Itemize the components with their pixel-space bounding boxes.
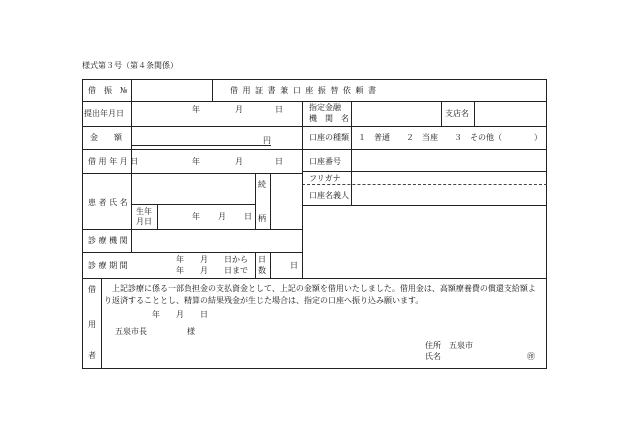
furigana-label: フリガナ xyxy=(309,174,341,183)
loan-day-label: 日 xyxy=(275,157,283,166)
account-holder-field[interactable] xyxy=(352,185,546,204)
form-title: 借 用 証 書 兼 口 座 振 替 依 頼 書 xyxy=(230,86,377,95)
address-label: 住所 五泉市 xyxy=(425,341,473,350)
borrower-side-3: 者 xyxy=(88,351,96,360)
clinic-label: 診 療 機 関 xyxy=(88,236,128,245)
borrower-date[interactable]: 年 月 日 xyxy=(152,310,208,319)
branch-name-field[interactable] xyxy=(475,102,546,125)
loan-year-label: 年 xyxy=(192,157,200,166)
account-type-label: 口座の種類 xyxy=(309,133,349,142)
birth-label: 生年 xyxy=(136,207,152,216)
loan-date-label: 借 用 年 月 日 xyxy=(88,157,139,166)
period-to: 年 月 日まで xyxy=(176,266,248,275)
declaration-line-1: 上記診療に係る一部負担金の支払資金として、上記の金額を借用いたしました。借用金は、高額療養費の償還支給額よ xyxy=(112,284,536,293)
rule xyxy=(302,205,547,206)
relation-field[interactable] xyxy=(271,174,301,228)
loan-no-field[interactable] xyxy=(132,80,211,100)
period-from: 年 月 日から xyxy=(176,255,248,264)
borrower-name-field[interactable] xyxy=(450,350,525,362)
account-no-label: 口座番号 xyxy=(309,157,341,166)
relation-label: 続 xyxy=(258,180,266,189)
patient-name-label: 患 者 氏 名 xyxy=(88,198,128,207)
birth-date-field[interactable] xyxy=(158,205,254,228)
rule xyxy=(82,278,547,279)
days-label-2: 数 xyxy=(258,266,266,275)
rule xyxy=(212,79,213,101)
clinic-field[interactable] xyxy=(132,230,301,251)
account-no-field[interactable] xyxy=(352,150,546,170)
addressee: 五泉市長 様 xyxy=(115,327,195,336)
birth-label-2: 月日 xyxy=(136,217,152,226)
bank-name-field[interactable] xyxy=(352,102,440,125)
birth-month-label: 月 xyxy=(218,212,226,221)
borrower-side-1: 借 xyxy=(88,285,96,294)
form-id: 様式第３号（第４条関係） xyxy=(82,61,178,70)
rule xyxy=(255,173,256,229)
loan-no-label: 借 振 № xyxy=(88,86,128,95)
patient-name-field[interactable] xyxy=(132,174,254,203)
month-label: 月 xyxy=(235,105,243,114)
loan-month-label: 月 xyxy=(235,157,243,166)
bank-label: 指定金融 xyxy=(309,103,341,112)
borrower-side-2: 用 xyxy=(88,320,96,329)
name-label: 氏名 xyxy=(425,352,441,361)
year-label: 年 xyxy=(192,105,200,114)
amount-label: 金 額 xyxy=(90,133,122,142)
period-label: 診 療 期 間 xyxy=(88,261,128,270)
bank-label-2: 機 関 名 xyxy=(309,114,349,123)
relation-label-2: 柄 xyxy=(258,214,266,223)
birth-year-label: 年 xyxy=(192,212,200,221)
rule xyxy=(101,278,102,369)
days-unit: 日 xyxy=(290,261,298,270)
rule xyxy=(441,101,442,126)
account-type-options[interactable]: １ 普通 ２ 当座 ３ その他（ ） xyxy=(358,133,542,142)
day-label: 日 xyxy=(275,105,283,114)
rule xyxy=(302,101,303,278)
amount-field[interactable] xyxy=(132,127,301,148)
branch-label: 支店名 xyxy=(445,109,469,118)
rule xyxy=(255,252,256,278)
yen-label: 円 xyxy=(263,136,271,145)
days-label: 日 xyxy=(258,255,266,264)
seal-mark: ㊞ xyxy=(527,352,535,361)
furigana-field[interactable] xyxy=(352,172,546,183)
birth-day-label: 日 xyxy=(244,212,252,221)
declaration-line-2: り返済することとし、精算の結果残金が生じた場合は、指定の口座へ振り込み願います。 xyxy=(104,296,424,305)
account-holder-label: 口座名義人 xyxy=(309,191,349,200)
submission-date-label: 提出年月日 xyxy=(84,109,124,118)
